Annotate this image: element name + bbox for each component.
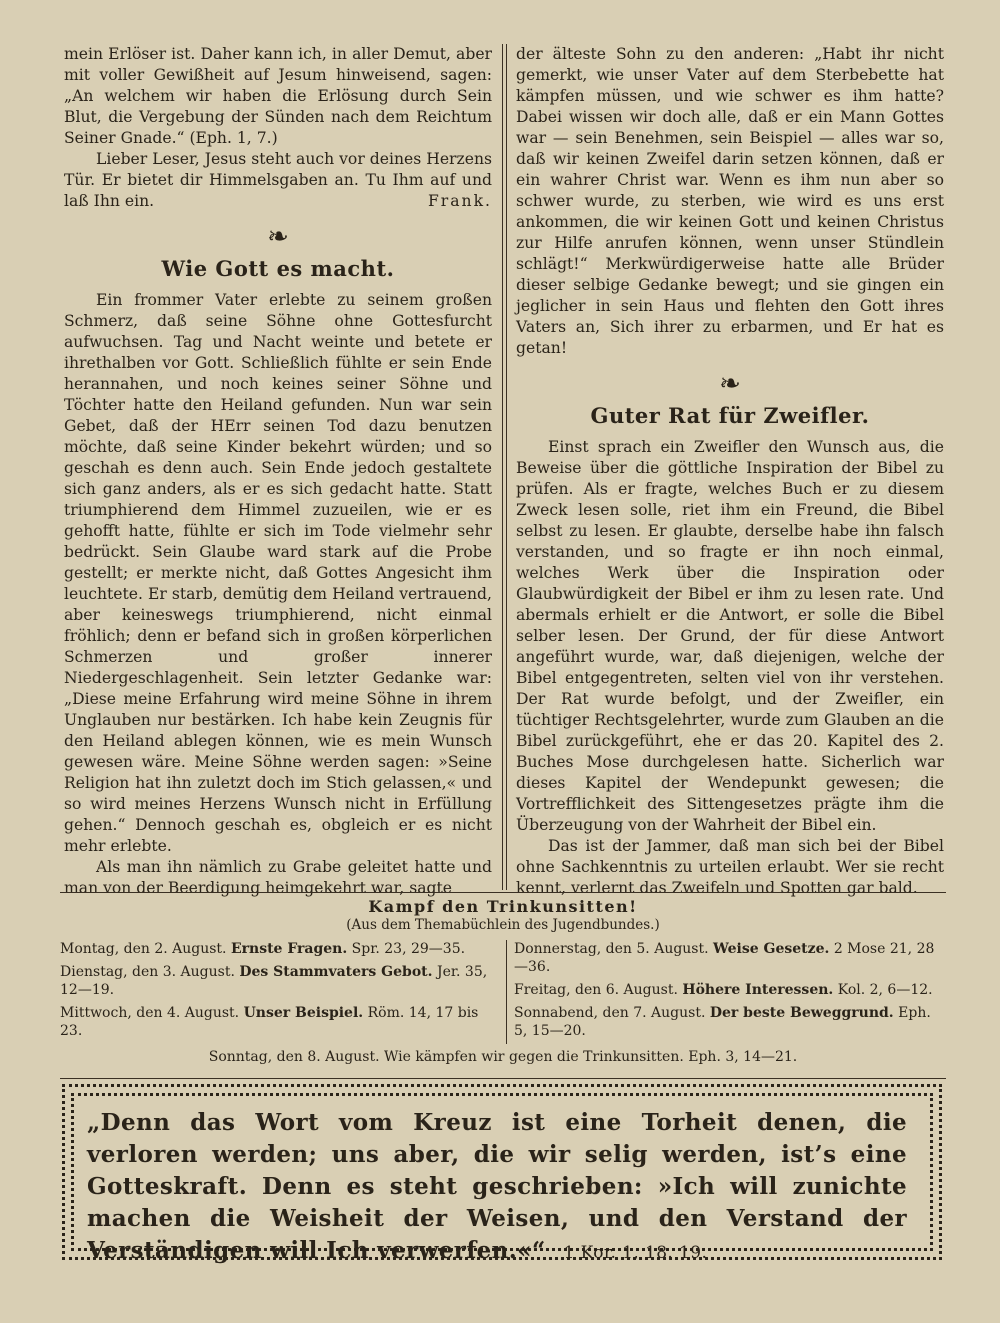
scripture-quote-box xyxy=(62,1084,942,1264)
calendar-entry-friday xyxy=(514,981,944,999)
left-column xyxy=(64,44,492,899)
article-paragraph: Das ist der Jammer, daß man sich bei der Bibel ohne Sachkenntnis zu urteilen erlaubt. Wer sie recht kennt, verlernt das Zweifeln und Spotten gar bald. xyxy=(516,837,944,897)
article-title-guter-rat: Guter Rat für Zweifler. xyxy=(590,403,870,428)
calendar-entry-monday xyxy=(60,940,490,958)
continuation-paragraph: der älteste Sohn zu den anderen: „Habt ihr nicht gemerkt, wie unser Vater auf dem Sterbebette hat kämpfen müssen, und wie schwer es ihm hatte? Dabei wissen wir doch alle, daß er ein Mann Gottes war — sein Benehmen, sein Beispiel — alles war so, daß wir keinen Zweifel darin setzen können, daß er ein wahrer Christ war. Wenn es ihm nun aber so schwer wurde, zu sterben, wie wird es uns erst ankommen, die wir keinen Gott und keinen Christus zur Hilfe anrufen können, wenn unser Stündlein schlägt!“ Merkwürdigerweise hatte alle Brüder dieser selbige Gedanke bewegt; und sie gingen ein jeglicher in sein Haus und flehten den Gott ihres Vaters an, Sich ihrer zu erbarmen, und Er hat es getan! xyxy=(516,45,944,357)
article-paragraph: Als man ihn nämlich zu Grabe geleitet hatte und man von der Beerdigung heimgekehrt war, sagte xyxy=(64,858,492,897)
calendar-divider xyxy=(506,940,507,1044)
section-rule xyxy=(60,1078,946,1079)
calendar-day: Mittwoch, den 4. August. xyxy=(60,1005,240,1021)
calendar-right-column xyxy=(514,940,944,1045)
calendar-ref: Eph. 5, 15—20. xyxy=(514,1005,931,1039)
calendar-entry-tuesday xyxy=(60,963,490,999)
bible-reading-calendar xyxy=(60,898,946,1066)
calendar-entry-wednesday xyxy=(60,1004,490,1040)
column-divider xyxy=(506,44,507,890)
calendar-ref: Spr. 23, 29—35. xyxy=(351,941,466,957)
scripture-reference: 1 Kor. 1, 18. 19. xyxy=(563,1243,708,1263)
calendar-entry-saturday xyxy=(514,1004,944,1040)
calendar-subtitle: (Aus dem Themabüchlein des Jugendbundes.) xyxy=(346,917,660,933)
fleuron-ornament-icon: ❧ xyxy=(719,369,741,399)
calendar-title: Kampf den Trinkunsitten! xyxy=(368,897,638,916)
calendar-entry-thursday xyxy=(514,940,944,976)
reader-paragraph-text: Lieber Leser, Jesus steht auch vor deines Herzens Tür. Er bietet dir Himmelsgaben an. Tu Ihm auf und laß Ihn ein. xyxy=(64,150,492,210)
calendar-topic: Der beste Beweggrund. xyxy=(709,1005,894,1021)
intro-paragraph: mein Erlöser ist. Daher kann ich, in aller Demut, aber mit voller Gewißheit auf Jesum hinweisend, sagen: „An welchem wir haben die Erlösung durch Sein Blut, die Vergebung der Sünden nach dem Reichtum Seiner Gnade.“ (Eph. 1, 7.) xyxy=(64,45,492,147)
column-divider xyxy=(502,44,503,890)
calendar-day: Sonnabend, den 7. August. xyxy=(514,1005,706,1021)
calendar-topic: Weise Gesetze. xyxy=(713,941,830,957)
section-rule xyxy=(60,892,946,893)
article-paragraph: Einst sprach ein Zweifler den Wunsch aus, die Beweise über die göttliche Inspiration der Bibel zu prüfen. Als er fragte, welches Buch er zu diesem Zweck lesen solle, riet ihm ein Freund, die Bibel selbst zu lesen. Er glaubte, derselbe habe ihn falsch verstanden, und so fragte er ihn noch einmal, welches Werk über die Inspiration oder Glaubwürdigkeit der Bibel er ihm zu lesen rate. Und abermals erhielt er die Antwort, er solle die Bibel selber lesen. Der Grund, der für diese Antwort angeführt wurde, war, daß diejenigen, welche der Bibel entgegentreten, selten viel von ihr verstehen. Der Rat wurde befolgt, und der Zweifler, ein tüchtiger Rechtsgelehrter, wurde zum Glauben an die Bibel zurückgeführt, ehe er das 20. Kapitel des 2. Buches Mose durchgelesen hatte. Sicherlich war dieses Kapitel der Wendepunkt gewesen; die Vortrefflichkeit des Sittengesetzes prägte ihm die Überzeugung von der Wahrheit der Bibel ein. xyxy=(516,438,944,834)
calendar-day: Dienstag, den 3. August. xyxy=(60,964,235,980)
scripture-quote-text: „Denn das Wort vom Kreuz ist eine Torheit denen, die verloren werden; uns aber, die wir selig werden, ist’s eine Gotteskraft. Denn es steht geschrieben: »Ich will zunichte machen die Weisheit der Weisen, und den Verstand der Verständigen will Ich verwerfen.«“ xyxy=(87,1109,907,1264)
scripture-quote xyxy=(87,1107,907,1269)
calendar-columns xyxy=(60,940,946,1044)
calendar-topic: Des Stammvaters Gebot. xyxy=(239,964,433,980)
article-title-wie-gott: Wie Gott es macht. xyxy=(161,256,395,281)
calendar-day: Sonntag, den 8. August. xyxy=(208,1049,380,1065)
calendar-topic: Unser Beispiel. xyxy=(243,1005,364,1021)
calendar-ref: Röm. 14, 17 bis 23. xyxy=(60,1005,479,1039)
calendar-day: Montag, den 2. August. xyxy=(60,941,227,957)
reader-paragraph xyxy=(64,149,492,212)
right-column xyxy=(516,44,944,899)
author-signature: Frank. xyxy=(427,192,492,210)
calendar-topic: Höhere Interessen. xyxy=(682,982,834,998)
calendar-topic: Wie kämpfen wir gegen die Trinkunsitten. xyxy=(383,1049,684,1065)
calendar-topic: Ernste Fragen. xyxy=(230,941,348,957)
calendar-left-column xyxy=(60,940,490,1045)
calendar-day: Donnerstag, den 5. August. xyxy=(514,941,709,957)
article-paragraph: Ein frommer Vater erlebte zu seinem großen Schmerz, daß seine Söhne ohne Gottesfurcht aufwuchsen. Tag und Nacht weinte und betete er ihrethalben vor Gott. Schließlich fühlte er sein Ende herannahen, und noch keines seiner Söhne und Töchter hatte den Heiland gefunden. Nun war sein Gebet, daß der HErr seinen Tod dazu benutzen möchte, daß seine Kinder bekehrt würden; und so geschah es denn auch. Sein Ende jedoch gestaltete sich ganz anders, als er es sich gedacht hatte. Statt triumphierend dem Himmel zuzueilen, wie er es gehofft hatte, fühlte er sich im Tode vielmehr sehr bedrückt. Sein Glaube ward stark auf die Probe gestellt; er merkte nicht, daß Gottes Angesicht ihm leuchtete. Er starb, demütig dem Heiland vertrauend, aber keineswegs triumphierend, nicht einmal fröhlich; denn er befand sich in großen körperlichen Schmerzen und großer innerer Niedergeschlagenheit. Sein letzter Gedanke war: „Diese meine Erfahrung wird meine Söhne in ihrem Unglauben nur bestärken. Ich habe kein Zeugnis für den Heiland ablegen können, wie es mein Wunsch gewesen wäre. Meine Söhne werden sagen: »Seine Religion hat ihn zuletzt doch im Stich gelassen,« und so wird meines Herzens Wunsch nicht in Erfüllung gehen.“ Dennoch geschah es, obgleich er es nicht mehr erlebte. xyxy=(64,291,492,855)
calendar-entry-sunday xyxy=(60,1048,946,1066)
calendar-ref: 2 Mose 21, 28—36. xyxy=(514,941,935,975)
calendar-day: Freitag, den 6. August. xyxy=(514,982,678,998)
fleuron-ornament-icon: ❧ xyxy=(267,222,289,252)
calendar-ref: Jer. 35, 12—19. xyxy=(60,964,488,998)
calendar-ref: Kol. 2, 6—12. xyxy=(837,982,933,998)
calendar-ref: Eph. 3, 14—21. xyxy=(688,1049,798,1065)
